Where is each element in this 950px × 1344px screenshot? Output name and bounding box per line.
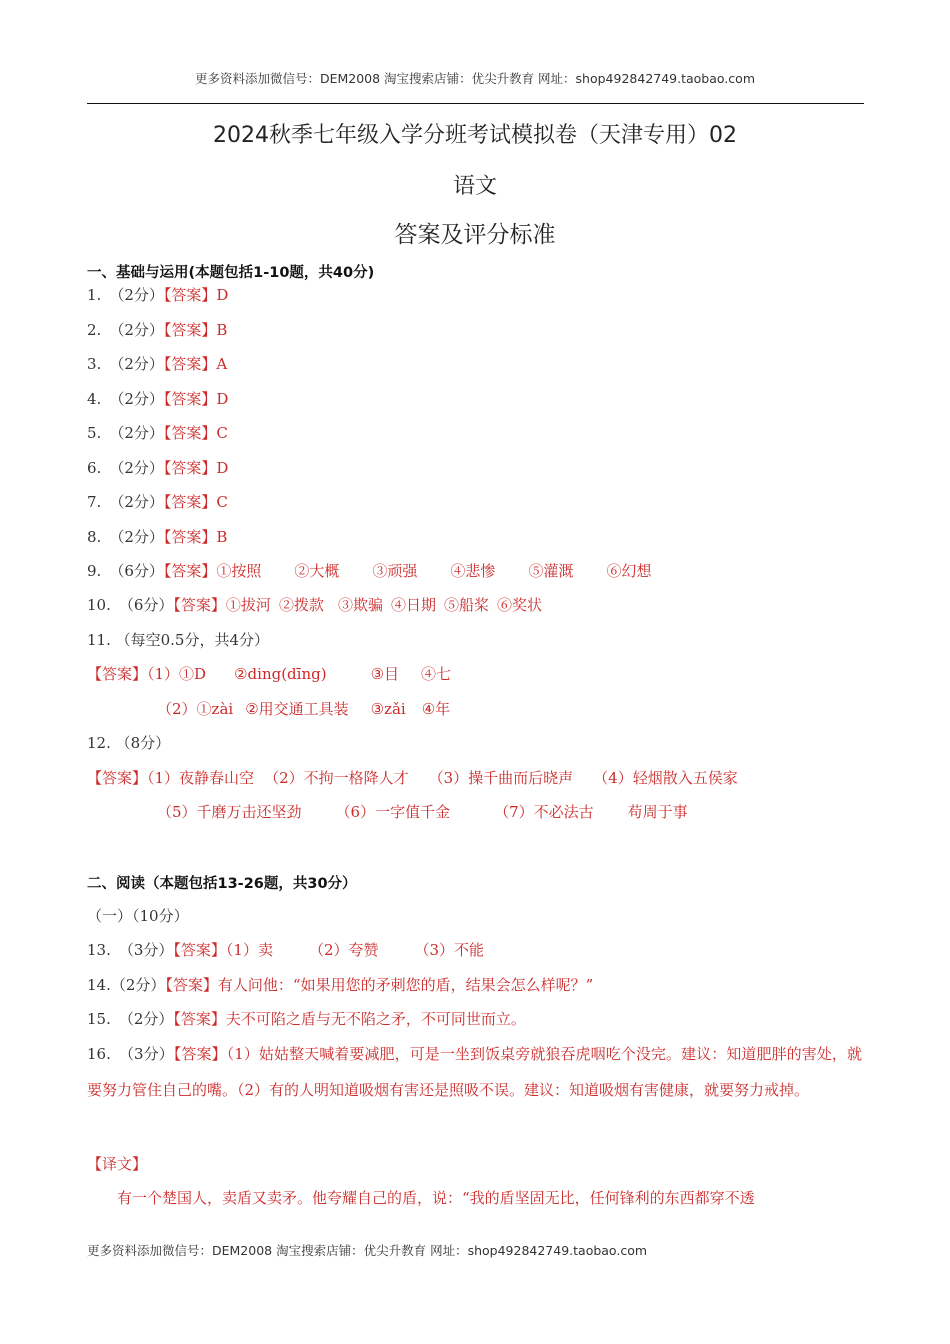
question-row-7: 7. （2分）【答案】C	[87, 493, 228, 511]
question-row-9: 9. （6分）【答案】①按照 ②大概 ③顽强 ④悲惨 ⑤灌溉 ⑥幻想	[87, 562, 652, 580]
question-row-13: 13. （3分）【答案】（1）卖 （2）夸赞 （3）不能	[87, 941, 485, 959]
answer-row-11a: 【答案】（1）①D ②ding(dīng) ③目 ④七	[87, 665, 452, 683]
question-row-15: 15. （2分）【答案】夫不可陷之盾与无不陷之矛，不可同世而立。	[87, 1010, 526, 1028]
translation-tag: 【译文】	[87, 1155, 148, 1173]
page-footer: 更多资料添加微信号：DEM2008 淘宝搜索店铺：优尖升教育 网址：shop492842749.taobao.com	[87, 1243, 648, 1258]
answer-row-12b: （5）千磨万击还坚劲 （6）一字值千金 （7）不必法古 苟周于事	[157, 803, 688, 821]
question-row-16: 16. （3分）【答案】（1）姑姑整天喊着要减肥，可是一坐到饭桌旁就狼吞虎咽吃个没完。建议：知道肥胖的害处，就要努力管住自己的嘴。（2）有的人明知道吸烟有害还是照吸不误。建议：知道吸烟有害健康，就要努力戒掉。	[87, 1045, 862, 1099]
header-rule	[87, 103, 864, 104]
question-row-14: 14.（2分）【答案】有人问他：“如果用您的矛刺您的盾，结果会怎么样呢？”	[87, 976, 594, 994]
answer-row-12a: 【答案】（1）夜静春山空 （2）不拘一格降人才 （3）操千曲而后晓声 （4）轻烟散入五侯家	[87, 769, 738, 787]
question-label-12: 12. （8分）	[87, 734, 171, 752]
question-row-3: 3. （2分）【答案】A	[87, 355, 228, 373]
part-label: （一）（10分）	[87, 907, 189, 925]
section1-heading: 一、基础与运用(本题包括1-10题，共40分)	[87, 265, 375, 281]
document-title: 2024秋季七年级入学分班考试模拟卷（天津专用）02	[213, 123, 737, 148]
page-header: 更多资料添加微信号：DEM2008 淘宝搜索店铺：优尖升教育 网址：shop492842749.taobao.com	[194, 71, 756, 86]
question-label-11: 11. （每空0.5分，共4分）	[87, 631, 270, 649]
question-row-6: 6. （2分）【答案】D	[87, 459, 229, 477]
question-row-1: 1. （2分）【答案】D	[87, 286, 229, 304]
translation-text: 有一个楚国人，卖盾又卖矛。他夸耀自己的盾，说：“我的盾坚固无比，任何锋利的东西都穿不透	[117, 1189, 755, 1207]
subject-title: 语文	[452, 174, 497, 199]
answer-row-11b: （2）①zài ②用交通工具装 ③zǎi ④年	[157, 700, 451, 718]
question-row-4: 4. （2分）【答案】D	[87, 390, 229, 408]
question-row-5: 5. （2分）【答案】C	[87, 424, 228, 442]
section2-heading: 二、阅读（本题包括13-26题，共30分）	[87, 876, 357, 892]
answer-subtitle: 答案及评分标准	[394, 222, 556, 248]
question-row-10: 10. （6分）【答案】①拔河 ②拨款 ③欺骗 ④日期 ⑤船桨 ⑥奖状	[87, 596, 543, 614]
question-row-2: 2. （2分）【答案】B	[87, 321, 228, 339]
question-row-8: 8. （2分）【答案】B	[87, 528, 228, 546]
